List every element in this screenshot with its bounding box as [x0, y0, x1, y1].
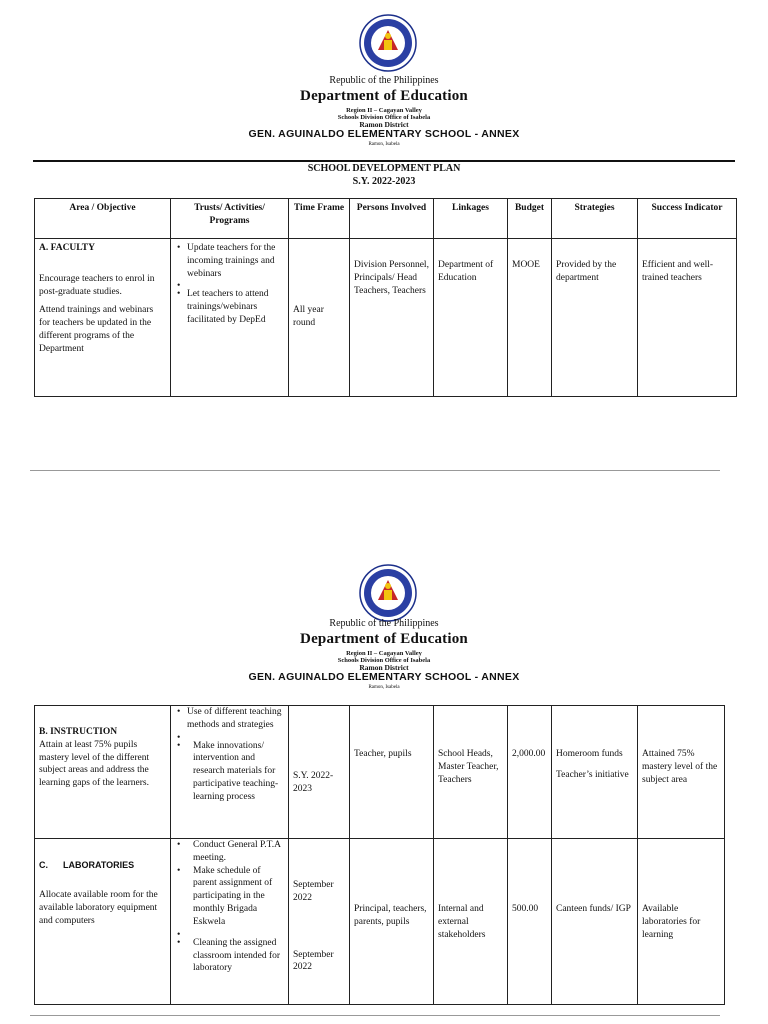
table-row	[35, 839, 725, 1005]
time-text: September 2022	[293, 949, 334, 973]
activities-cell	[171, 239, 289, 397]
activities-cell	[171, 706, 289, 839]
strategies-cell: Provided by the department	[552, 239, 638, 397]
area-cell	[35, 239, 171, 397]
address-text: Ramon, Isabela	[368, 684, 400, 690]
school-name: GEN. AGUINALDO ELEMENTARY SCHOOL - ANNEX	[248, 671, 520, 684]
objective-text: Attend trainings and webinars for teachers be updated in the different programs of the Department	[39, 305, 154, 354]
deped-seal-logo	[359, 564, 417, 622]
column-header: Budget	[508, 199, 552, 239]
plan-table-faculty	[34, 198, 737, 397]
list-item: • Make innovations/ intervention and research materials for participative teaching-learning process	[175, 740, 284, 804]
plan-title: SCHOOL DEVELOPMENT PLAN	[307, 163, 461, 174]
division-text: Schools Division Office of Isabela	[337, 656, 431, 664]
list-item: • Cleaning the assigned classroom intended for laboratory	[175, 937, 284, 975]
region-text: Region II – Cagayan Valley	[346, 649, 422, 657]
strategies-cell: Canteen funds/ IGP	[552, 839, 638, 1005]
persons-cell: Principal, teachers, parents, pupils	[350, 839, 434, 1005]
table-header-row	[35, 199, 737, 239]
indicator-cell: Available laboratories for learning	[638, 839, 725, 1005]
page-one	[0, 0, 768, 470]
division-text: Schools Division Office of Isabela	[337, 113, 431, 121]
column-header: Trusts/ Activities/ Programs	[171, 199, 289, 239]
persons-cell: Division Personnel, Principals/ Head Teachers, Teachers	[350, 239, 434, 397]
time-cell: S.Y. 2022-2023	[289, 706, 350, 839]
column-header: Time Frame	[289, 199, 350, 239]
page-divider	[30, 1015, 720, 1016]
plan-table-instruction	[34, 705, 725, 1005]
objective-text: Encourage teachers to enrol in post-graduate studies.	[39, 273, 155, 297]
area-cell	[35, 839, 171, 1005]
objective-text: Allocate available room for the available laboratory equipment and computers	[39, 890, 158, 926]
time-cell	[289, 839, 350, 1005]
district-text: Ramon District	[359, 662, 409, 672]
region-text: Region II – Cagayan Valley	[346, 106, 422, 114]
indicator-cell: Attained 75% mastery level of the subject area	[638, 706, 725, 839]
objective-text: Attain at least 75% pupils mastery level of the different subject areas and address the learning gaps of the learners.	[39, 739, 150, 789]
list-item: • Conduct General P.T.A meeting.	[175, 839, 284, 865]
column-header: Success Indicator	[638, 199, 737, 239]
activities-cell	[171, 839, 289, 1005]
column-header: Strategies	[552, 199, 638, 239]
budget-cell: 500.00	[508, 839, 552, 1005]
strategy-text: Homeroom funds	[556, 749, 623, 759]
time-cell: All year round	[289, 239, 350, 397]
persons-cell: Teacher, pupils	[350, 706, 434, 839]
linkages-cell: Internal and external stakeholders	[434, 839, 508, 1005]
time-text: September 2022	[293, 880, 334, 903]
linkages-cell: School Heads, Master Teacher, Teachers	[434, 706, 508, 839]
department-title: Department of Education	[300, 631, 468, 647]
area-title: A. FACULTY	[39, 243, 95, 253]
strategy-text: Teacher’s initiative	[556, 769, 629, 780]
district-text: Ramon District	[359, 119, 409, 129]
budget-cell: MOOE	[508, 239, 552, 397]
area-cell	[35, 706, 171, 839]
school-name: GEN. AGUINALDO ELEMENTARY SCHOOL - ANNEX	[248, 128, 520, 141]
list-item: • Make schedule of parent assignment of participating in the monthly Brigada Eskwela	[175, 865, 284, 929]
area-title: B. INSTRUCTION	[39, 727, 118, 737]
page-two	[0, 548, 768, 1024]
header-rule	[33, 160, 735, 162]
republic-text: Republic of the Philippines	[329, 75, 439, 86]
linkages-cell: Department of Education	[434, 239, 508, 397]
strategies-cell	[552, 706, 638, 839]
table-row	[35, 706, 725, 839]
list-item: • Use of different teaching methods and strategies	[175, 706, 284, 732]
list-item: • Let teachers to attend trainings/webinars facilitated by DepEd	[175, 288, 284, 326]
column-header: Linkages	[434, 199, 508, 239]
deped-seal-logo	[359, 14, 417, 72]
table-row	[35, 239, 737, 397]
indicator-cell: Efficient and well-trained teachers	[638, 239, 737, 397]
republic-text: Republic of the Philippines	[329, 618, 439, 629]
area-title: C. LABORATORIES	[39, 860, 135, 870]
address-text: Ramon, Isabela	[368, 141, 400, 147]
list-item: • Update teachers for the incoming trainings and webinars	[175, 242, 284, 280]
plan-year: S.Y. 2022-2023	[352, 175, 416, 187]
column-header: Area / Objective	[35, 199, 171, 239]
page-divider	[30, 470, 720, 471]
column-header: Persons Involved	[350, 199, 434, 239]
budget-cell: 2,000.00	[508, 706, 552, 839]
department-title: Department of Education	[300, 88, 468, 104]
